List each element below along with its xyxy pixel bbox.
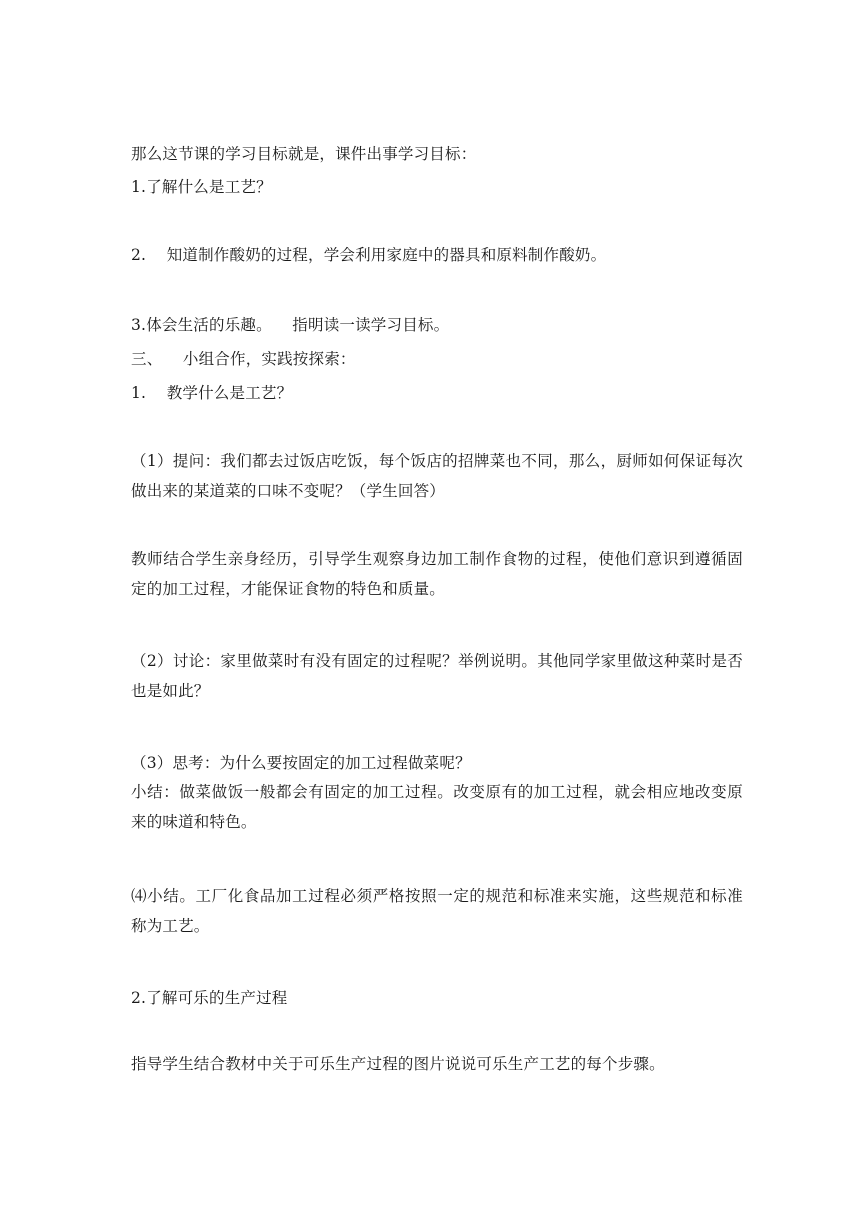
- summary-4-paragraph: ⑷小结。工厂化食品加工过程必须严格按照一定的规范和标准来实施，这些规范和标准称为工艺。: [131, 887, 743, 935]
- intro-learning-goals-line: 那么这节课的学习目标就是，课件出事学习目标：: [131, 145, 477, 163]
- summary-paragraph: 小结：做菜做饭一般都会有固定的加工过程。改变原有的加工过程，就会相应地改变原来的味道和特色。: [131, 783, 743, 831]
- question-1-paragraph: （1）提问：我们都去过饭店吃饭，每个饭店的招牌菜也不同，那么，厨师如何保证每次做出来的某道菜的口味不变呢？（学生回答）: [131, 452, 743, 500]
- goal-2-line: 2. 知道制作酸奶的过程，学会利用家庭中的器具和原料制作酸奶。: [131, 246, 607, 264]
- goal-3-line: 3.体会生活的乐趣。 指明读一读学习目标。: [131, 316, 450, 334]
- section-three-heading: 三、 小组合作，实践按探索：: [131, 350, 356, 368]
- thinking-3-line: （3）思考：为什么要按固定的加工过程做菜呢？: [131, 754, 471, 772]
- discussion-2-paragraph: （2）讨论：家里做菜时有没有固定的过程呢？举例说明。其他同学家里做这种菜时是否也是如此？: [131, 652, 743, 700]
- cola-guidance-line: 指导学生结合教材中关于可乐生产过程的图片说说可乐生产工艺的每个步骤。: [131, 1055, 665, 1073]
- item-2-heading: 2.了解可乐的生产过程: [131, 989, 288, 1007]
- goal-1-line: 1.了解什么是工艺？: [131, 178, 272, 196]
- teacher-guidance-paragraph: 教师结合学生亲身经历，引导学生观察身边加工制作食物的过程，使他们意识到遵循固定的加工过程，才能保证食物的特色和质量。: [131, 550, 743, 598]
- item-1-heading: 1. 教学什么是工艺？: [131, 384, 293, 402]
